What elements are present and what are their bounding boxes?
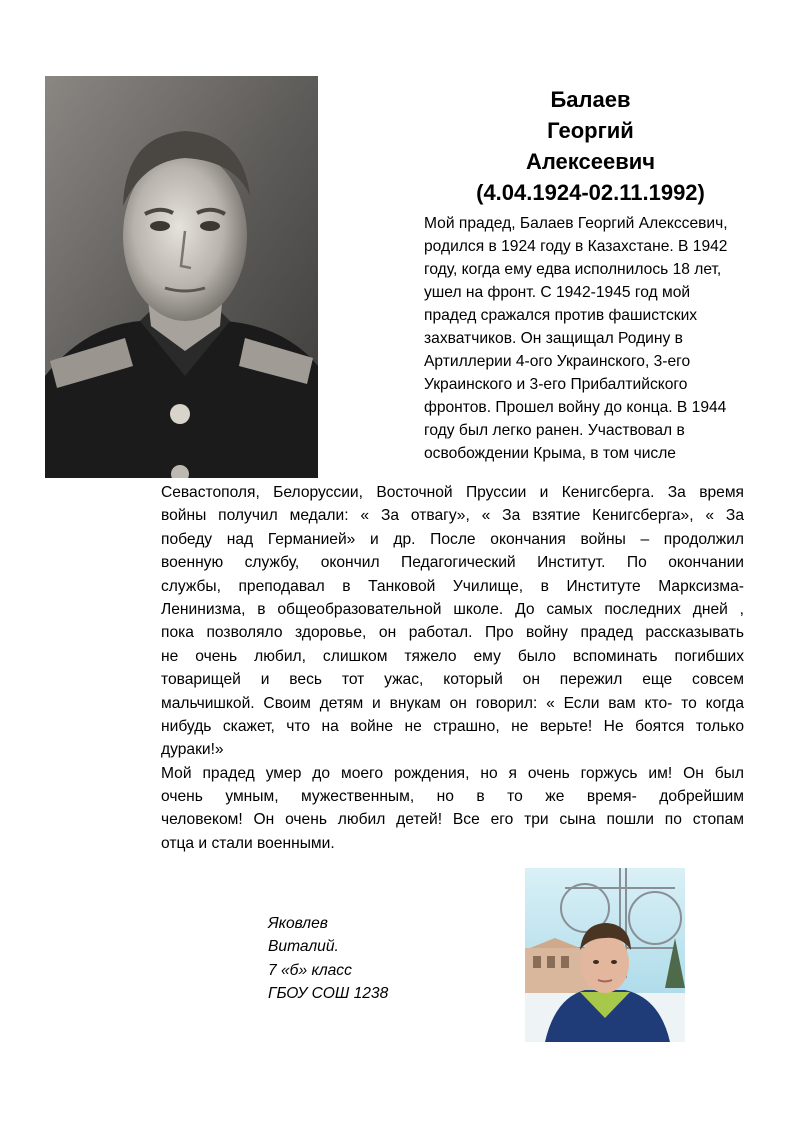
- intro-line: Артиллерии 4-ого Украинского, 3-его: [424, 353, 691, 370]
- life-dates-heading: (4.04.1924-02.11.1992): [476, 180, 705, 205]
- intro-line: освобождении Крыма, в том числе: [424, 445, 676, 462]
- first-name-heading: Георгий: [547, 118, 634, 143]
- intro-line: Мой прадед, Балаев Георгий Алекссевич,: [424, 215, 728, 232]
- body-line: человеком! Он очень любил детей! Все его три сына пошли по стопам: [161, 811, 744, 829]
- intro-line: захватчиков. Он защищал Родину в: [424, 330, 683, 347]
- patronymic-heading: Алексеевич: [525, 149, 656, 174]
- author-class: 7 «б» класс: [268, 961, 352, 979]
- body-line: отца и стали военными.: [161, 834, 335, 852]
- author-signature: [268, 912, 388, 1006]
- intro-line: году был легко ранен. Участвовал в: [424, 422, 685, 439]
- body-line: военную службу, окончил Педагогический Институт. По окончании: [161, 554, 744, 572]
- body-line: Севастополя, Белоруссии, Восточной Пруссии и Кенигсберга. За время: [161, 484, 744, 501]
- author-school: ГБОУ СОШ 1238: [268, 985, 389, 1003]
- body-line: не очень любил, слишком тяжело ему было вспоминать погибших: [161, 647, 744, 665]
- title-block: [418, 84, 763, 208]
- body-line: службы, преподавал в Танковой Училище, в Институте Марксизма-: [161, 577, 744, 595]
- intro-line: родился в 1924 году в Казахстане. В 1942: [424, 238, 728, 255]
- biography-text: [161, 481, 744, 855]
- body-line: товарищей и весь тот ужас, который он пережил еще совсем: [161, 671, 744, 689]
- intro-line: ушел на фронт. С 1942-1945 год мой: [424, 284, 691, 301]
- intro-line: фронтов. Прошел войну до конца. В 1944: [424, 399, 727, 416]
- body-line: Ленинизма, в общеобразовательной школе. До самых последних дней ,: [161, 600, 744, 618]
- body-line: нибудь скажет, что на войне не страшно, не верьте! Не боятся только: [161, 717, 744, 735]
- body-line: войны получил медали: « За отвагу», « За взятие Кенигсберга», « За: [161, 507, 744, 525]
- student-photo: [525, 868, 685, 1042]
- intro-line: Украинского и 3-его Прибалтийского: [424, 376, 688, 393]
- author-surname: Яковлев: [268, 915, 328, 932]
- body-line: победу над Германией» и др. После окончания войны – продолжил: [161, 530, 744, 548]
- body-line: очень умным, мужественным, но в то же время- добрейшим: [161, 788, 744, 806]
- portrait-photo: [45, 76, 318, 478]
- intro-line: году, когда ему едва исполнилось 18 лет,: [424, 261, 722, 278]
- body-line: дураки!»: [161, 741, 224, 759]
- body-line: пока позволяло здоровье, он работал. Про войну прадед рассказывать: [161, 624, 744, 642]
- intro-paragraph: [424, 212, 764, 465]
- body-line: Мой прадед умер до моего рождения, но я очень горжусь им! Он был: [161, 764, 744, 782]
- author-name: Виталий.: [268, 938, 339, 956]
- intro-line: прадед сражался против фашистских: [424, 307, 698, 324]
- surname-heading: Балаев: [550, 87, 631, 112]
- body-line: мальчишкой. Своим детям и внукам он говорил: « Если вам кто- то когда: [161, 694, 744, 712]
